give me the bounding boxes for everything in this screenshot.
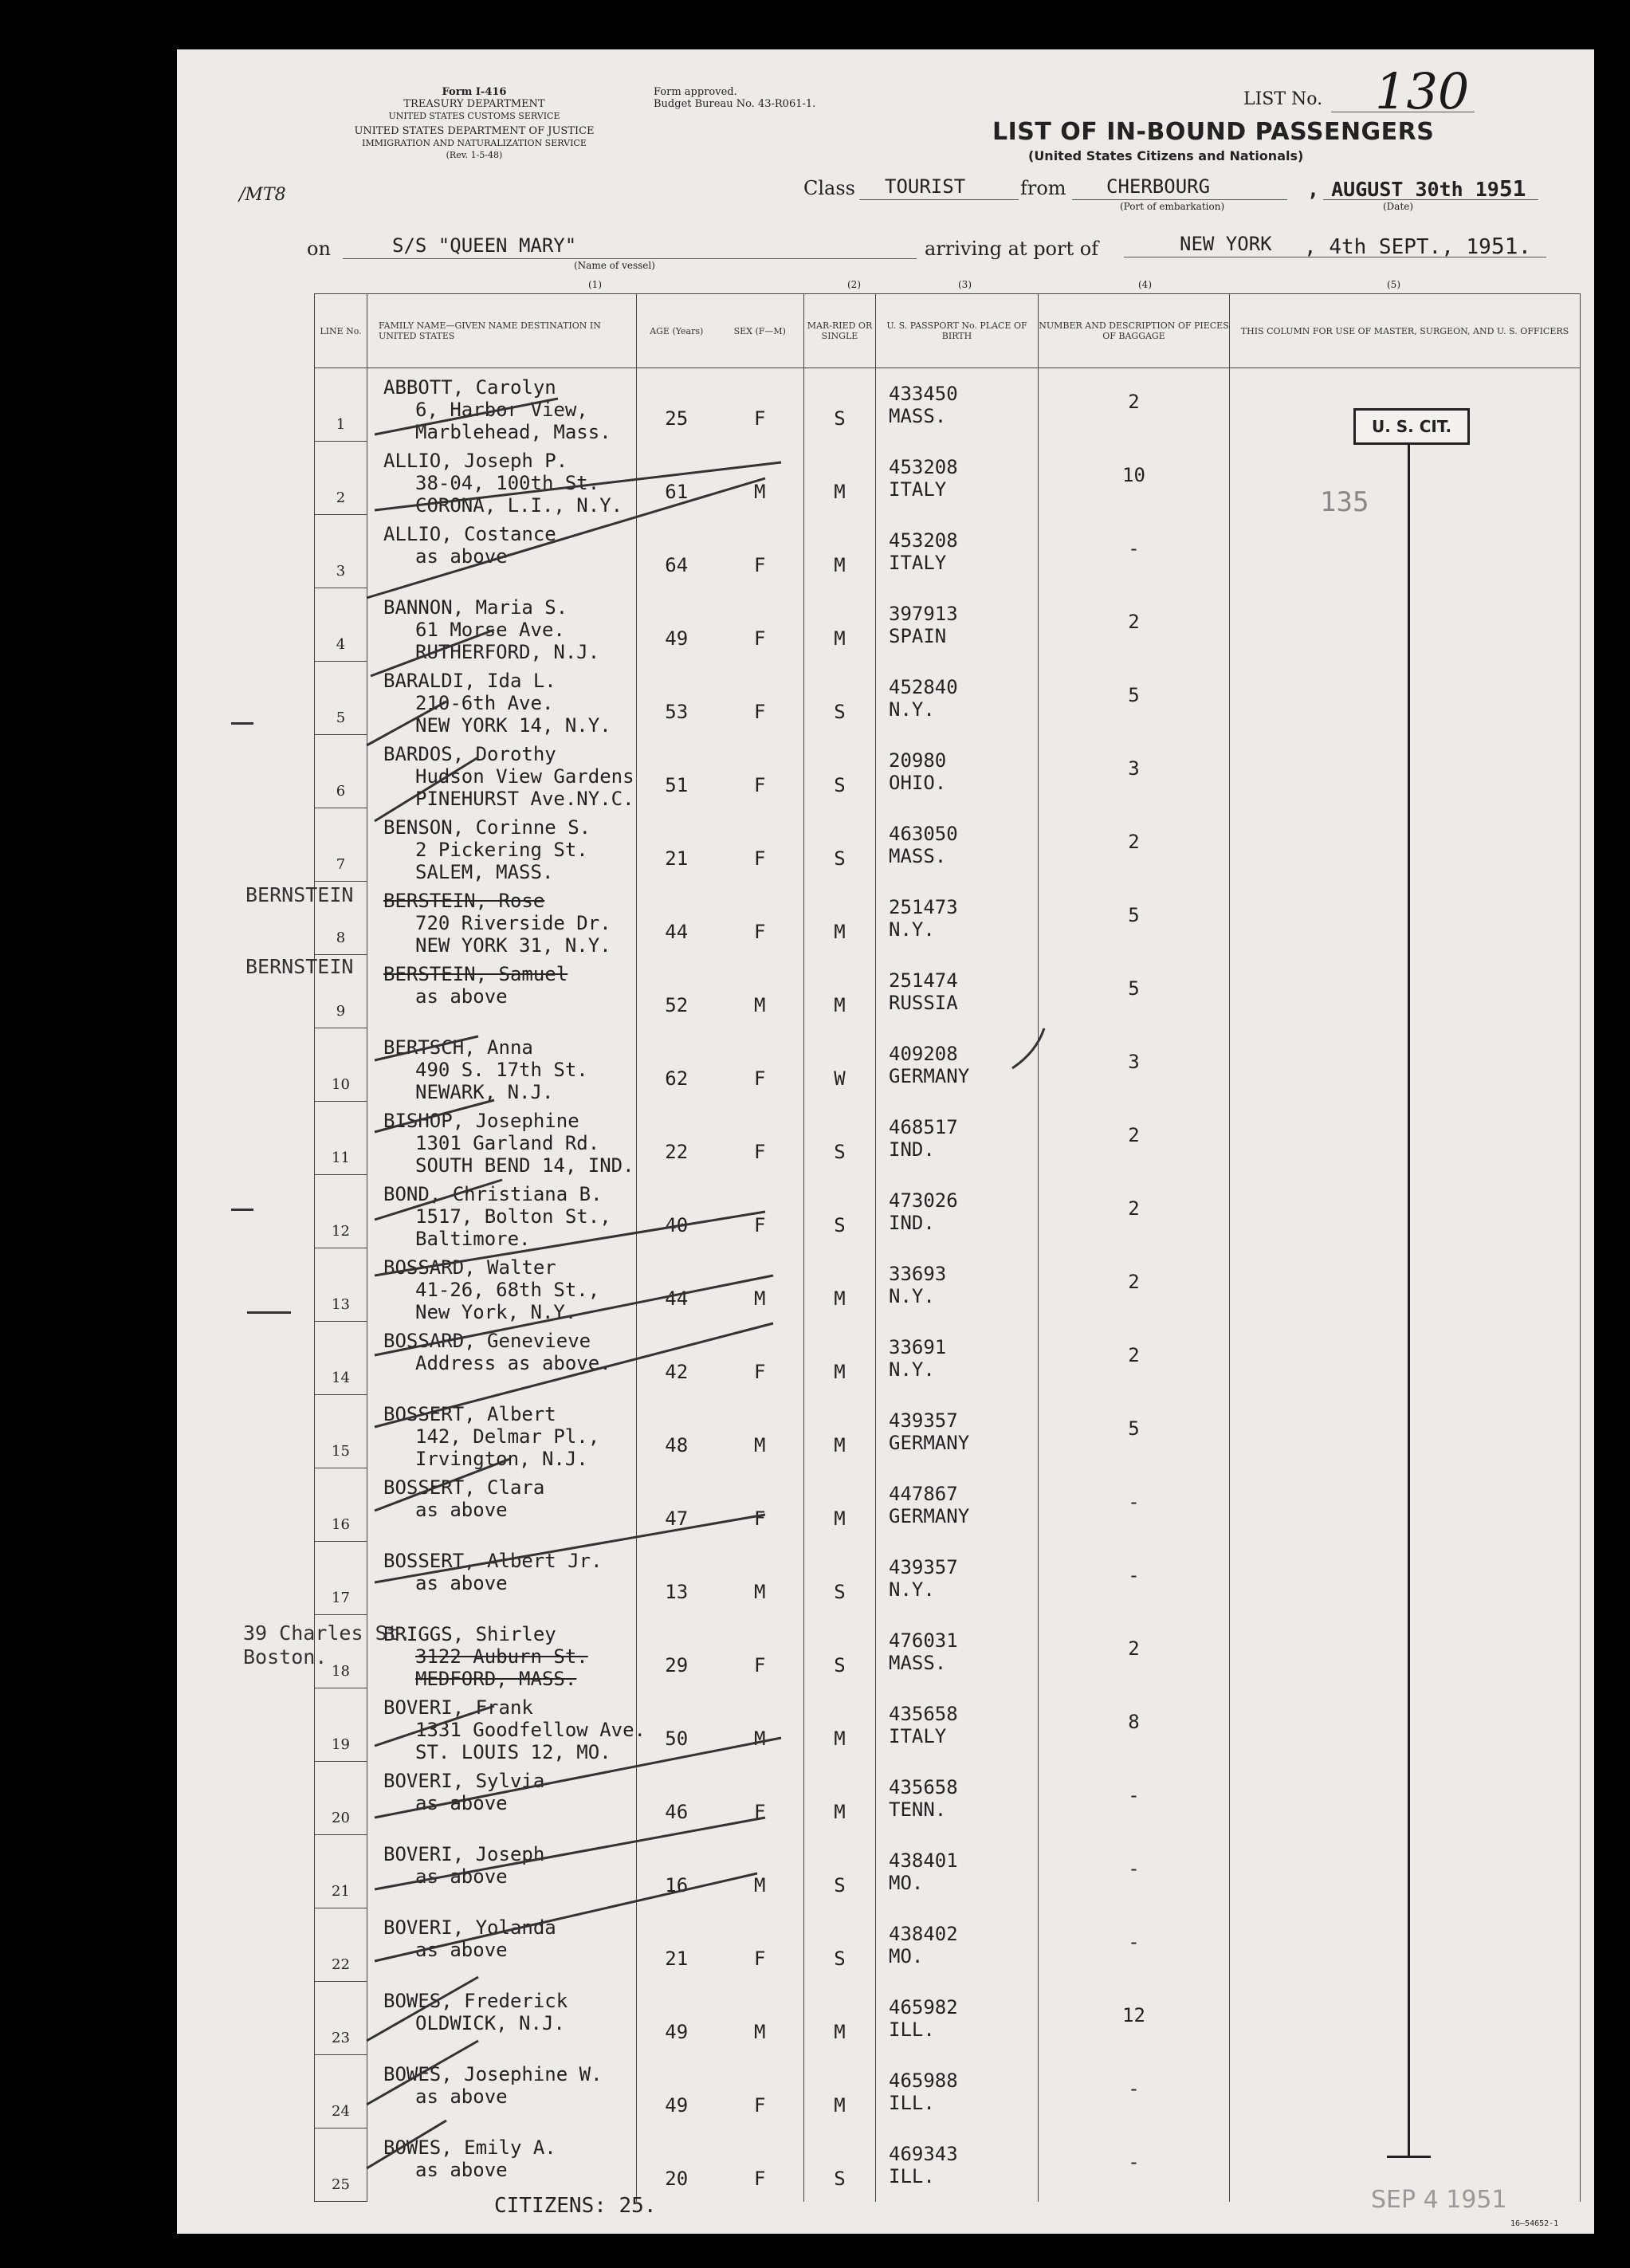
passenger-name: BOSSERT, Albert xyxy=(383,1402,556,1425)
age: 53 xyxy=(665,700,689,723)
address-line-2: Marblehead, Mass. xyxy=(415,421,611,443)
customs-label: UNITED STATES CUSTOMS SERVICE xyxy=(388,111,560,121)
baggage-count: - xyxy=(1128,2150,1140,2173)
line-number: 7 xyxy=(336,856,346,873)
passenger-name: BARALDI, Ida L. xyxy=(383,669,556,692)
address-line-1: 1301 Garland Rd. xyxy=(415,1131,600,1154)
passenger-name: BOWES, Josephine W. xyxy=(383,2062,603,2085)
citizens-total: CITIZENS: 25. xyxy=(494,2194,657,2218)
passport-number: 435658 xyxy=(889,1702,958,1725)
sex: F xyxy=(754,847,766,870)
passport-number: 453208 xyxy=(889,529,958,552)
header-line: LINE No. xyxy=(315,294,367,368)
marital-status: M xyxy=(834,1727,846,1750)
place-of-birth: IND. xyxy=(889,1211,935,1234)
baggage-count: 2 xyxy=(1128,391,1140,413)
ins-label: IMMIGRATION AND NATURALIZATION SERVICE xyxy=(362,138,587,148)
age: 29 xyxy=(665,1653,689,1676)
footer-code: 16—54652-1 xyxy=(1510,2219,1559,2228)
header-married: MAR-RIED OR SINGLE xyxy=(804,294,876,368)
address-line-1: 38-04, 100th St. xyxy=(415,471,600,494)
marital-status: S xyxy=(834,1653,846,1676)
passenger-name: BOSSERT, Albert Jr. xyxy=(383,1549,603,1572)
marital-status: S xyxy=(834,1140,846,1163)
baggage-count: 10 xyxy=(1122,463,1145,486)
place-of-birth: RUSSIA xyxy=(889,991,958,1014)
marital-status: M xyxy=(834,1507,846,1530)
passport-number: 435658 xyxy=(889,1775,958,1798)
on-label: on xyxy=(307,238,331,260)
header-baggage: NUMBER AND DESCRIPTION OF PIECES OF BAGGAGE xyxy=(1039,294,1230,368)
sex: F xyxy=(754,700,766,723)
address-line-2: Address as above. xyxy=(415,1351,611,1374)
marital-status: S xyxy=(834,847,846,870)
address-line-1: 2 Pickering St. xyxy=(415,838,588,861)
marital-status: S xyxy=(834,407,846,430)
sex: F xyxy=(754,627,766,650)
place-of-birth: ILL. xyxy=(889,2164,935,2187)
sex: M xyxy=(754,2020,766,2043)
baggage-count: 2 xyxy=(1128,830,1140,853)
baggage-count: 5 xyxy=(1128,903,1140,926)
class-value: TOURIST xyxy=(885,175,966,198)
header-age: AGE (Years) xyxy=(637,294,717,368)
age: 20 xyxy=(665,2167,689,2190)
age: 64 xyxy=(665,553,689,576)
place-of-birth: GERMANY xyxy=(889,1431,970,1454)
place-of-birth: ILL. xyxy=(889,2018,935,2041)
address-line-2: Baltimore. xyxy=(415,1227,531,1250)
age: 42 xyxy=(665,1360,689,1383)
sex: F xyxy=(754,407,766,430)
line-number: 16 xyxy=(332,1516,350,1533)
page-title: LIST OF IN-BOUND PASSENGERS xyxy=(992,118,1435,146)
passenger-name: BOVERI, Frank xyxy=(383,1696,533,1719)
address-line-1: 6, Harbor View, xyxy=(415,399,588,421)
passport-number: 452840 xyxy=(889,675,958,698)
address-line-2: Irvington, N.J. xyxy=(415,1447,588,1470)
marital-status: S xyxy=(834,1947,846,1970)
baggage-count: - xyxy=(1128,1930,1140,1953)
date-year: 51 xyxy=(1498,175,1526,202)
line-number: 13 xyxy=(332,1296,350,1313)
us-cit-stamp-text: U. S. CIT. xyxy=(1371,417,1452,436)
from-value: CHERBOURG xyxy=(1106,175,1211,198)
line-number: 23 xyxy=(332,2030,350,2046)
line-number: 14 xyxy=(332,1370,350,1386)
passenger-name: BENSON, Corinne S. xyxy=(383,816,591,839)
passenger-name: BISHOP, Josephine xyxy=(383,1109,579,1132)
sex: M xyxy=(754,1580,766,1603)
marital-status: M xyxy=(834,1433,846,1456)
list-number-label: LIST No. xyxy=(1243,89,1323,109)
column-number: (3) xyxy=(958,279,972,290)
passport-number: 463050 xyxy=(889,822,958,845)
port-caption: (Port of embarkation) xyxy=(1120,201,1225,212)
address-line-2: SOUTH BEND 14, IND. xyxy=(415,1154,634,1177)
address-line-2: NEW YORK 14, N.Y. xyxy=(415,713,611,737)
header-sex: SEX (F—M) xyxy=(717,294,804,368)
sex: F xyxy=(754,2167,766,2190)
passport-number: 468517 xyxy=(889,1115,958,1138)
passenger-name: BRIGGS, Shirley xyxy=(383,1622,556,1645)
place-of-birth: SPAIN xyxy=(889,624,947,647)
address-line-1: Hudson View Gardens xyxy=(415,765,634,788)
age: 61 xyxy=(665,480,689,503)
passenger-name: BOVERI, Yolanda xyxy=(383,1916,556,1939)
baggage-count: 2 xyxy=(1128,1197,1140,1220)
age: 50 xyxy=(665,1727,689,1750)
passport-number: 447867 xyxy=(889,1482,958,1505)
approved-label: Form approved. xyxy=(654,86,737,98)
place-of-birth: N.Y. xyxy=(889,1578,935,1601)
passenger-name: BOSSERT, Clara xyxy=(383,1476,545,1499)
passport-number: 465988 xyxy=(889,2069,958,2092)
baggage-count: 12 xyxy=(1122,2003,1145,2026)
place-of-birth: MASS. xyxy=(889,844,947,867)
address-line-1: 210-6th Ave. xyxy=(415,691,554,714)
passenger-name: BOND, Christiana B. xyxy=(383,1182,603,1205)
class-label: Class xyxy=(803,177,855,199)
address-line-1: 3122 Auburn St. xyxy=(415,1645,588,1668)
sex: M xyxy=(754,480,766,503)
passenger-name: BOSSARD, Genevieve xyxy=(383,1329,591,1352)
passenger-name: BERSTEIN, Samuel xyxy=(383,962,568,985)
baggage-count: 2 xyxy=(1128,1270,1140,1293)
passenger-name: BOWES, Frederick xyxy=(383,1989,568,2012)
age: 49 xyxy=(665,2020,689,2043)
address-line-1: 41-26, 68th St., xyxy=(415,1278,600,1301)
passport-number: 439357 xyxy=(889,1409,958,1432)
age: 49 xyxy=(665,2093,689,2117)
passenger-name: BARDOS, Dorothy xyxy=(383,742,556,765)
passport-number: 433450 xyxy=(889,383,958,405)
age: 16 xyxy=(665,1873,689,1897)
age: 21 xyxy=(665,1947,689,1970)
date-caption: (Date) xyxy=(1383,201,1414,212)
treasury-label: TREASURY DEPARTMENT xyxy=(403,98,545,110)
line-number: 5 xyxy=(336,709,346,726)
address-line-2: New York, N.Y. xyxy=(415,1300,577,1323)
sex: F xyxy=(754,773,766,796)
sex: F xyxy=(754,920,766,943)
address-line-1: 490 S. 17th St. xyxy=(415,1058,588,1081)
address-line-1: 142, Delmar Pl., xyxy=(415,1425,600,1448)
line-number: 3 xyxy=(336,563,346,580)
page-subtitle: (United States Citizens and Nationals) xyxy=(1028,148,1304,163)
bernstein-correction: BERNSTEIN xyxy=(245,883,354,906)
marital-status: S xyxy=(834,1213,846,1236)
passport-number: 438402 xyxy=(889,1922,958,1945)
passenger-name: BOSSARD, Walter xyxy=(383,1256,556,1279)
passport-number: 409208 xyxy=(889,1042,958,1065)
place-of-birth: N.Y. xyxy=(889,1284,935,1307)
address-line-1: 61 Morse Ave. xyxy=(415,618,565,641)
form-number: Form I-416 xyxy=(442,86,507,98)
baggage-count: - xyxy=(1128,1783,1140,1806)
header-name: FAMILY NAME—GIVEN NAME DESTINATION IN UNITED STATES xyxy=(367,294,637,368)
date-value: AUGUST 30th 19 xyxy=(1331,178,1499,201)
sex: F xyxy=(754,1140,766,1163)
arriving-label: arriving at port of xyxy=(925,238,1099,260)
line-number: 10 xyxy=(332,1076,350,1093)
briggs-address-city: Boston. xyxy=(243,1645,328,1669)
passport-number: 473026 xyxy=(889,1189,958,1212)
column-number: (1) xyxy=(588,279,602,290)
passenger-name: ABBOTT, Carolyn xyxy=(383,376,556,399)
sex: M xyxy=(754,1873,766,1897)
line-number: 11 xyxy=(332,1150,350,1166)
passenger-name: BOVERI, Sylvia xyxy=(383,1769,545,1792)
place-of-birth: TENN. xyxy=(889,1798,947,1821)
address-line-1: as above xyxy=(415,1498,508,1521)
age: 25 xyxy=(665,407,689,430)
address-line-1: 1517, Bolton St., xyxy=(415,1205,611,1228)
passenger-name: BOWES, Emily A. xyxy=(383,2136,556,2159)
sex: F xyxy=(754,2093,766,2117)
passport-number: 33691 xyxy=(889,1335,947,1358)
baggage-count: - xyxy=(1128,1563,1140,1586)
marital-status: S xyxy=(834,2167,846,2190)
age: 13 xyxy=(665,1580,689,1603)
line-number: 21 xyxy=(332,1883,350,1900)
passenger-name: BOVERI, Joseph xyxy=(383,1842,545,1865)
list-number: 130 xyxy=(1375,62,1470,120)
line-number: 18 xyxy=(332,1663,350,1680)
budget-label: Budget Bureau No. 43-R061-1. xyxy=(654,98,816,110)
address-line-1: as above xyxy=(415,2158,508,2181)
address-line-2: SALEM, MASS. xyxy=(415,860,554,883)
line-number: 4 xyxy=(336,636,346,653)
passport-number: 453208 xyxy=(889,455,958,478)
header-passport: U. S. PASSPORT No. PLACE OF BIRTH xyxy=(876,294,1039,368)
age: 21 xyxy=(665,847,689,870)
place-of-birth: MASS. xyxy=(889,1651,947,1674)
marital-status: M xyxy=(834,993,846,1016)
age: 44 xyxy=(665,920,689,943)
marital-status: M xyxy=(834,2020,846,2043)
bernstein-correction: BERNSTEIN xyxy=(245,955,354,978)
margin-mark: /MT8 xyxy=(239,185,286,205)
marital-status: M xyxy=(834,480,846,503)
arrival-date: , 4th SEPT., 1951. xyxy=(1304,233,1532,259)
baggage-count: - xyxy=(1128,2077,1140,2100)
age: 49 xyxy=(665,627,689,650)
place-of-birth: ITALY xyxy=(889,478,947,501)
marital-status: S xyxy=(834,773,846,796)
baggage-count: 2 xyxy=(1128,610,1140,633)
sex: F xyxy=(754,1800,766,1823)
passport-number: 251473 xyxy=(889,895,958,918)
line-number: 17 xyxy=(332,1590,350,1606)
baggage-count: 2 xyxy=(1128,1637,1140,1660)
marital-status: S xyxy=(834,1873,846,1897)
sex: F xyxy=(754,1653,766,1676)
address-line-2: NEWARK, N.J. xyxy=(415,1080,554,1103)
received-date-stamp: SEP 4 1951 xyxy=(1371,2186,1507,2214)
line-number: 22 xyxy=(332,1956,350,1973)
place-of-birth: N.Y. xyxy=(889,918,935,941)
age: 52 xyxy=(665,993,689,1016)
line-number: 2 xyxy=(336,489,346,506)
age: 62 xyxy=(665,1067,689,1090)
address-line-2: as above xyxy=(415,1571,508,1594)
age: 40 xyxy=(665,1213,689,1236)
place-of-birth: IND. xyxy=(889,1138,935,1161)
marital-status: S xyxy=(834,700,846,723)
address-line-1: as above xyxy=(415,1938,508,1961)
passenger-name: BERTSCH, Anna xyxy=(383,1036,533,1059)
marital-status: M xyxy=(834,1287,846,1310)
age: 51 xyxy=(665,773,689,796)
justice-label: UNITED STATES DEPARTMENT OF JUSTICE xyxy=(354,125,595,137)
passport-number: 438401 xyxy=(889,1849,958,1872)
baggage-count: - xyxy=(1128,1857,1140,1880)
sex: F xyxy=(754,1213,766,1236)
address-line-2: RUTHERFORD, N.J. xyxy=(415,640,600,663)
column-number: (4) xyxy=(1138,279,1152,290)
age: 44 xyxy=(665,1287,689,1310)
voyage-date: , AUGUST 30th 1951 xyxy=(1307,175,1526,202)
place-of-birth: MO. xyxy=(889,1871,924,1894)
passenger-name: ALLIO, Costance xyxy=(383,522,556,545)
marital-status: S xyxy=(834,1580,846,1603)
place-of-birth: N.Y. xyxy=(889,698,935,721)
place-of-birth: OHIO. xyxy=(889,771,947,794)
address-line-1: as above xyxy=(415,2085,508,2108)
address-line-1: as above xyxy=(415,1865,508,1888)
place-of-birth: ILL. xyxy=(889,2091,935,2114)
from-label: from xyxy=(1020,177,1066,199)
briggs-address-number: 39 xyxy=(243,1621,268,1645)
address-line-2: ST. LOUIS 12, MO. xyxy=(415,1740,611,1763)
line-number: 19 xyxy=(332,1736,350,1753)
address-line-1: 1331 Goodfellow Ave. xyxy=(415,1718,646,1741)
address-line-2: CORONA, L.I., N.Y. xyxy=(415,493,623,517)
passport-number: 465982 xyxy=(889,1995,958,2018)
passport-number: 439357 xyxy=(889,1555,958,1578)
baggage-count: - xyxy=(1128,1490,1140,1513)
arrival-port: NEW YORK xyxy=(1180,233,1272,255)
place-of-birth: MO. xyxy=(889,1944,924,1967)
marital-status: M xyxy=(834,553,846,576)
baggage-count: 8 xyxy=(1128,1710,1140,1733)
sex: F xyxy=(754,1067,766,1090)
address-line-1: 720 Riverside Dr. xyxy=(415,911,611,934)
arrival-year: 51. xyxy=(1491,233,1532,259)
passport-number: 33693 xyxy=(889,1262,947,1285)
passenger-name: BANNON, Maria S. xyxy=(383,595,568,619)
header-officers: THIS COLUMN FOR USE OF MASTER, SURGEON, AND U. S. OFFICERS xyxy=(1230,294,1581,368)
place-of-birth: GERMANY xyxy=(889,1504,970,1527)
passport-number: 397913 xyxy=(889,602,958,625)
passport-number: 20980 xyxy=(889,749,947,772)
line-number: 9 xyxy=(336,1003,346,1020)
age: 46 xyxy=(665,1800,689,1823)
column-number: (5) xyxy=(1387,279,1400,290)
address-line-1: as above xyxy=(415,1791,508,1814)
sex: M xyxy=(754,1727,766,1750)
passport-number: 251474 xyxy=(889,969,958,992)
place-of-birth: ITALY xyxy=(889,551,947,574)
baggage-count: 3 xyxy=(1128,757,1140,780)
sex: F xyxy=(754,1360,766,1383)
sex: F xyxy=(754,553,766,576)
column-number: (2) xyxy=(847,279,861,290)
sex: F xyxy=(754,1507,766,1530)
baggage-count: 2 xyxy=(1128,1123,1140,1146)
sex: M xyxy=(754,993,766,1016)
marital-status: M xyxy=(834,1800,846,1823)
age: 48 xyxy=(665,1433,689,1456)
baggage-count: 3 xyxy=(1128,1050,1140,1073)
sex: F xyxy=(754,1947,766,1970)
line-number: 8 xyxy=(336,930,346,946)
vessel-name: S/S "QUEEN MARY" xyxy=(392,234,577,257)
passenger-name: BERSTEIN, Rose xyxy=(383,889,545,912)
address-line-2: OLDWICK, N.J. xyxy=(415,2011,565,2034)
baggage-count: 2 xyxy=(1128,1343,1140,1366)
address-line-2: PINEHURST Ave.NY.C. xyxy=(415,787,634,810)
passport-number: 476031 xyxy=(889,1629,958,1652)
address-line-1: as above xyxy=(415,544,508,568)
line-number: 6 xyxy=(336,783,346,800)
baggage-count: 5 xyxy=(1128,1417,1140,1440)
rev-label: (Rev. 1-5-48) xyxy=(446,150,503,160)
passenger-name: ALLIO, Joseph P. xyxy=(383,449,568,472)
list-reference: 135 xyxy=(1320,486,1369,518)
place-of-birth: GERMANY xyxy=(889,1064,970,1087)
marital-status: M xyxy=(834,920,846,943)
baggage-count: 5 xyxy=(1128,683,1140,706)
baggage-count: - xyxy=(1128,537,1140,560)
sex: M xyxy=(754,1287,766,1310)
briggs-address-street: Charles St. xyxy=(279,1621,411,1645)
marital-status: M xyxy=(834,2093,846,2117)
marital-status: W xyxy=(834,1067,846,1090)
address-line-1: as above xyxy=(415,985,508,1008)
place-of-birth: ITALY xyxy=(889,1724,947,1747)
line-number: 12 xyxy=(332,1223,350,1240)
marital-status: M xyxy=(834,627,846,650)
sex: M xyxy=(754,1433,766,1456)
baggage-count: 5 xyxy=(1128,977,1140,1000)
age: 22 xyxy=(665,1140,689,1163)
arrival-date-value: 4th SEPT., 19 xyxy=(1329,235,1491,259)
line-number: 1 xyxy=(336,416,346,433)
age: 47 xyxy=(665,1507,689,1530)
line-number: 25 xyxy=(332,2176,350,2193)
line-number: 15 xyxy=(332,1443,350,1460)
line-number: 20 xyxy=(332,1810,350,1826)
place-of-birth: MASS. xyxy=(889,405,947,427)
place-of-birth: N.Y. xyxy=(889,1358,935,1381)
address-line-2: MEDFORD, MASS. xyxy=(415,1667,577,1690)
passport-number: 469343 xyxy=(889,2142,958,2165)
line-number: 24 xyxy=(332,2103,350,2120)
address-line-2: NEW YORK 31, N.Y. xyxy=(415,934,611,957)
vessel-caption: (Name of vessel) xyxy=(574,260,655,271)
marital-status: M xyxy=(834,1360,846,1383)
